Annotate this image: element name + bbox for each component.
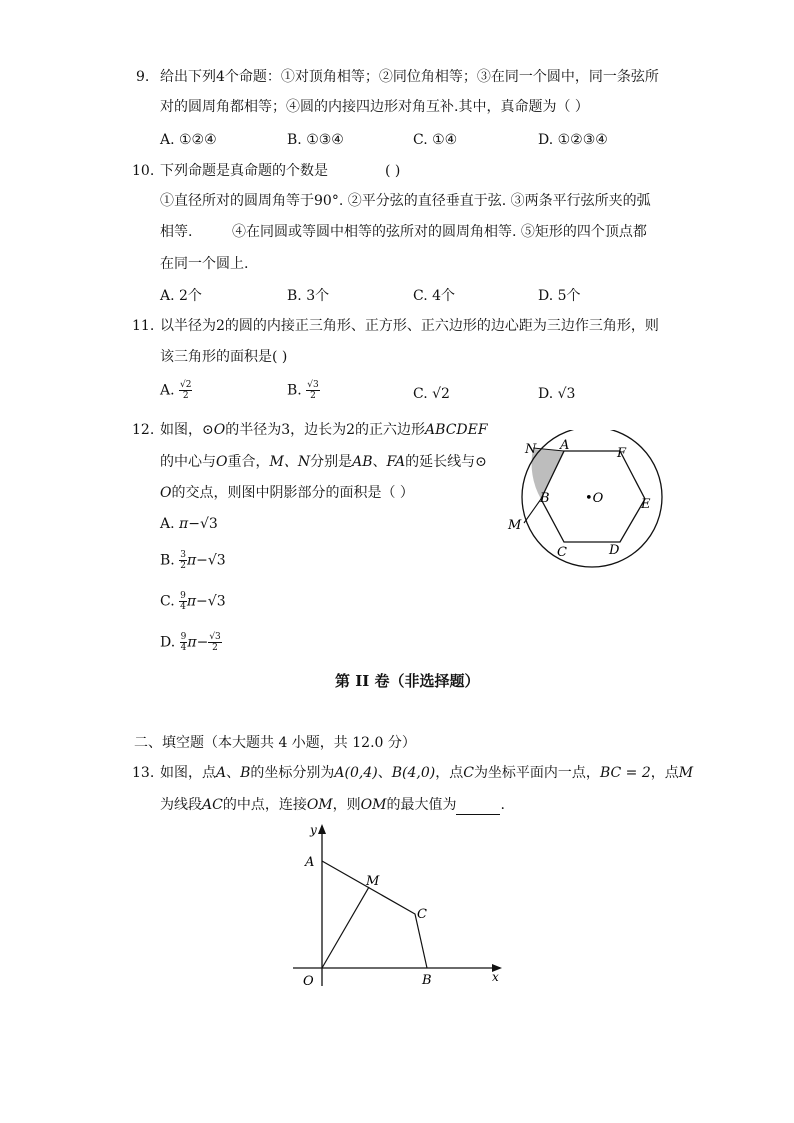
q12-line2c: 分别是 [310,454,353,470]
q12-sep: 、 [372,454,387,470]
q9-option-d: D. ①②③④ [538,132,608,148]
q10-line3b: ④在同圆或等圆中相等的弦所对的圆周角相等. ⑤矩形的四个顶点都 [232,224,647,240]
q13-answer-blank[interactable] [456,800,500,815]
q10-line2: ①直径所对的圆周角等于90°. ②平分弦的直径垂直于弦. ③两条平行弦所夹的弧 [160,193,651,209]
q13-number: 13. [132,765,155,781]
q12-option-b-pi: π− [186,552,208,569]
q11-option-b-label: B. [287,382,302,399]
q12-option-c-denominator: 4 [180,602,186,612]
q13-line1 [160,763,693,783]
q13-segment-om-line [322,887,369,968]
q13-l1d: 为坐标平面内一点， [473,765,600,781]
q12-figure [505,430,665,570]
q12-option-b-numerator: 3 [180,550,186,560]
q13-b-coord: B(4,0) [391,765,436,781]
q11-option-a-label: A. [160,382,175,399]
q13-point-m: M [678,765,694,781]
q10-option-b: B. 3个 [287,288,330,304]
q10-option-d: D. 5个 [538,288,581,304]
q12-option-d-pi: π− [187,634,209,651]
q9-option-b: B. ①③④ [287,132,344,148]
q13-l2b: 的中点，连接 [222,797,307,813]
q11-option-b-numerator: √3 [307,380,319,390]
q12-option-d-label: D. [160,634,176,651]
q9-option-a: A. ①②④ [160,132,217,148]
q12-line1b: 的半径为3，边长为2的正六边形 [225,422,426,438]
q12-points-mn: M、N [269,454,311,470]
q12-segment-fa: FA [386,454,406,470]
q12-option-d [160,632,222,653]
q12-line2a: 的中心与 [160,454,216,470]
q9-number: 9. [136,69,150,85]
q9-line2: 对的圆周角都相等；④圆的内接四边形对角互补.其中，真命题为（ ） [160,99,589,115]
q12-line2 [160,452,487,472]
q13-l2d: 的最大值为 [386,797,457,813]
q13-l1b: 的坐标分别为 [250,765,335,781]
q12-option-c-label: C. [160,593,175,610]
q13-l1c: ，点 [435,765,464,781]
q13-label-x: x [492,970,499,984]
q11-option-d-label: D. [538,386,554,402]
part2-title: 第 II 卷（非选择题） [335,672,480,690]
q11-option-d [538,384,575,404]
q10-option-c: C. 4个 [413,288,456,304]
q12-option-d-fraction2 [208,632,221,653]
q11-option-a-numerator: √2 [180,380,192,390]
q13-bc-eq: BC = 2 [599,765,651,781]
section2-heading: 二、填空题（本大题共 4 小题，共 12.0 分） [134,735,416,751]
q12-label-n: N [525,442,537,457]
q13-segment-ac: AC [202,797,223,813]
q12-option-c-sqrt: √3 [207,593,226,610]
q13-sep: 、 [226,765,241,781]
q12-option-a-sqrt: √3 [199,516,218,532]
q13-segment-om: OM [306,797,333,813]
q12-point-o-2: O [160,485,172,501]
q12-line2b: 重合， [227,454,270,470]
q11-option-c [413,384,450,404]
q12-option-c [160,591,226,612]
q12-line3-text: 的交点，则图中阴影部分的面积是（ ） [171,485,414,501]
q13-label-m: M [366,874,380,889]
q13-figure [290,818,510,993]
q12-line1a: 如图，⊙ [160,422,214,438]
q13-segment-om-2: OM [360,797,387,813]
q13-l1e: ，点 [650,765,679,781]
q12-line1 [160,420,488,440]
q13-l2a: 为线段 [160,797,202,813]
q12-line-bm [524,499,541,523]
q12-label-d: D [609,543,620,558]
q13-label-a: A [305,855,315,870]
q12-option-a-pi: π− [179,516,200,532]
q12-point-o: O [216,454,228,470]
q12-label-m: M [508,518,522,533]
q13-l2c: ，则 [332,797,361,813]
q11-line1: 以半径为2的圆的内接正三角形、正方形、正六边形的边心距为三边作三角形，则 [160,318,659,334]
q12-option-d-numerator2: √3 [209,632,221,642]
q12-label-c: C [557,545,567,560]
q11-number: 11. [132,318,155,334]
q12-label-a: A [560,438,570,453]
q13-point-c: C [463,765,474,781]
q10-paren: ( ) [385,163,401,179]
q11-option-c-label: C. [413,386,428,402]
q12-segment-ab: AB [352,454,373,470]
q9-line1: 给出下列4个命题：①对顶角相等；②同位角相等；③在同一个圆中，同一条弦所 [160,69,659,85]
q12-option-b-sqrt: √3 [207,552,226,569]
q10-line4: 在同一个圆上. [160,256,249,272]
q12-option-d-denominator1: 4 [180,643,187,653]
q12-line2d: 的延长线与⊙ [405,454,487,470]
q12-label-e: E [641,497,651,512]
q12-circle-o: O [213,422,226,438]
q12-option-c-pi: π− [186,593,208,610]
q12-option-c-numerator: 9 [180,591,186,601]
q12-option-d-denominator2: 2 [212,643,218,653]
q13-label-c: C [417,907,427,922]
q10-line3a: 相等. [160,224,193,240]
q11-option-d-value: √3 [557,386,576,402]
q13-end: . [500,797,505,813]
q13-l1a: 如图，点 [160,765,216,781]
q11-line2: 该三角形的面积是( ) [160,349,288,365]
q10-line1: 下列命题是真命题的个数是 [160,163,328,179]
q11-option-c-value: √2 [432,386,450,402]
q12-label-f: F [617,446,627,461]
q12-option-b-label: B. [160,552,175,569]
q9-option-c: C. ①④ [413,132,458,148]
q11-option-a [160,380,192,401]
q12-option-d-numerator1: 9 [180,632,187,642]
q13-label-b: B [422,973,432,988]
q13-line2 [160,795,505,815]
q12-option-a-label: A. [160,516,175,532]
q12-line3 [160,483,414,503]
q13-label-o: O [303,974,314,989]
q13-point-b: B [240,765,251,781]
q12-option-b [160,550,226,571]
q12-option-c-fraction [179,591,187,612]
q10-number: 10. [132,163,155,179]
q12-option-b-fraction [179,550,187,571]
q10-option-a: A. 2个 [160,288,202,304]
q12-option-a [160,514,218,534]
q13-point-a: A [216,765,227,781]
q13-label-y: y [310,823,317,837]
q13-a-coord: A(0,4) [334,765,378,781]
q12-option-b-denominator: 2 [180,561,186,571]
q12-hexagon-name: ABCDEF [425,422,488,438]
q11-option-b-fraction [306,380,319,401]
q11-option-a-fraction [179,380,192,401]
q11-option-a-denominator: 2 [182,391,189,401]
q12-number: 12. [132,422,155,438]
q13-sep2: 、 [377,765,392,781]
q11-option-b-denominator: 2 [310,391,316,401]
q11-option-b [287,380,320,401]
q12-label-o: •O [585,491,604,506]
q12-label-b: B [540,491,550,506]
